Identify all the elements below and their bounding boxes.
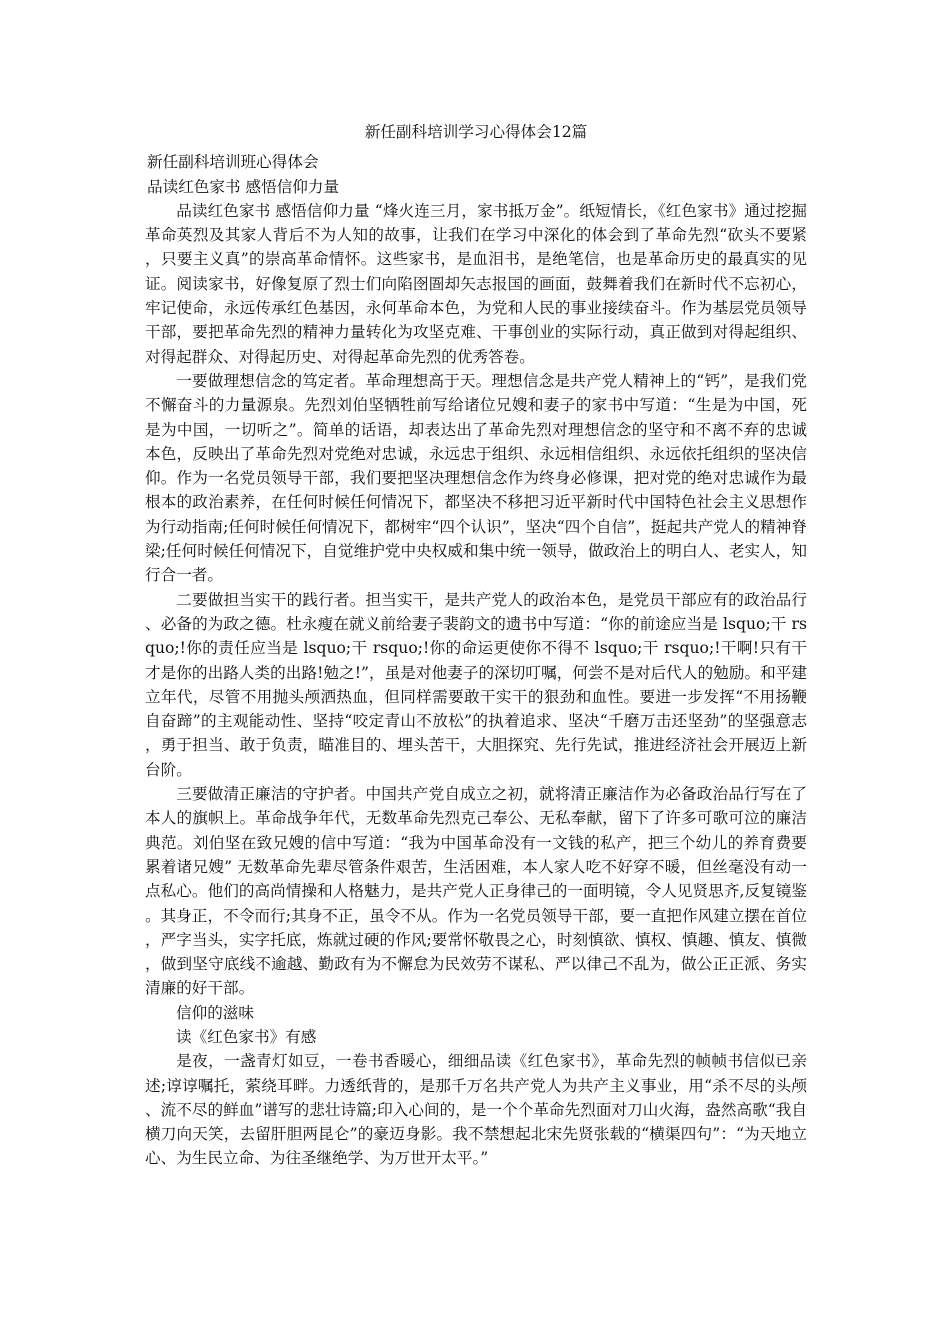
section-subtitle: 读《红色家书》有感 bbox=[176, 1027, 317, 1046]
body-paragraph: 一要做理想信念的笃定者。革命理想高于天。理想信念是共产党人精神上的“钙”，是我们党不懈奋斗的力量源泉。先烈刘伯坚牺牲前写给诸位兄嫂和妻子的家书中写道：“生是为中国，死是为中国，一切听之”。简单的话语，却表达出了革命先烈对理想信念的坚守和不离不弃的忠诚本色，反映出了革命先烈对党绝对忠诚，永远忠于组织、永远相信组织、永远依托组织的坚决信仰。作为一名党员领导干部，我们要把坚决理想信念作为终身必修课，把对党的绝对忠诚作为最根本的政治素养，在任何时候任何情况下，都坚决不移把习近平新时代中国特色社会主义思想作为行动指南;任何时候任何情况下，都树牢“四个认识”，坚决“四个自信”，挺起共产党人的精神脊梁;任何时候任何情况下，自觉维护党中央权威和集中统一领导，做政治上的明白人、老实人，知行合一者。 bbox=[145, 371, 807, 585]
section-title: 品读红色家书 感悟信仰力量 bbox=[147, 177, 340, 196]
body-paragraph: 是夜，一盏青灯如豆，一卷书香暖心，细细品读《红色家书》，革命先烈的帧帧书信似已亲述;谆谆嘱托，萦绕耳畔。力透纸背的，是那千万名共产党人为共产主义事业，用“杀不尽的头颅、流不尽的鲜血”谱写的悲壮诗篇;印入心间的，是一个个革命先烈面对刀山火海，盎然高歌“我自横刀向天笑，去留肝胆两昆仑”的豪迈身影。我不禁想起北宋先贤张载的“横渠四句”：“为天地立心、为生民立命、为往圣继绝学、为万世开太平。” bbox=[145, 1052, 807, 1168]
body-paragraph: 二要做担当实干的践行者。担当实干，是共产党人的政治本色，是党员干部应有的政治品行、必备的为政之德。杜永瘦在就义前给妻子裴韵文的遗书中写道：“你的前途应当是 lsquo;干 rsquo;!你的责任应当是 lsquo;干 rsquo;!你的命运更使你不得不 lsquo;干 rsquo;!干啊!只有干才是你的出路人类的出路!勉之!”，虽是对他妻子的深切叮嘱，何尝不是对后代人的勉励。和平建立年代，尽管不用抛头颅洒热血，但同样需要敢干实干的狠劲和血性。要进一步发挥“不用扬鞭自奋蹄”的主观能动性、坚持“咬定青山不放松”的执着追求、坚决“千磨万击还坚劲”的坚强意志，勇于担当、敢于负责，瞄准目的、埋头苦干，大胆探究、先行先试，推进经济社会开展迈上新台阶。 bbox=[145, 590, 807, 779]
section-title: 信仰的滋味 bbox=[176, 1003, 254, 1022]
document-title: 新任副科培训学习心得体会12篇 bbox=[364, 123, 588, 141]
document-page bbox=[145, 120, 807, 1171]
body-paragraph: 品读红色家书 感悟信仰力量 “烽火连三月，家书抵万金”。纸短情长，《红色家书》通过挖掘革命英烈及其家人背后不为人知的故事，让我们在学习中深化的体会到了革命先烈“砍头不要紧，只要主义真”的崇高革命情怀。这些家书，是血泪书，是绝笔信，也是革命历史的最真实的见证。阅读家书，好像复原了烈士们向陷囹圄却矢志报国的画面，鼓舞着我们在新时代不忘初心，牢记使命，永远传承红色基因，永何革命本色，为党和人民的事业接续奋斗。作为基层党员领导干部，要把革命先烈的精神力量转化为攻坚克难、干事创业的实际行动，真正做到对得起组织、对得起群众、对得起历史、对得起革命先烈的优秀答卷。 bbox=[145, 201, 807, 366]
document-heading: 新任副科培训班心得体会 bbox=[147, 153, 319, 172]
body-paragraph: 三要做清正廉洁的守护者。中国共产党自成立之初，就将清正廉洁作为必备政治品行写在了本人的旗帜上。革命战争年代，无数革命先烈克己奉公、无私奉献，留下了许多可歌可泣的廉洁典范。刘伯坚在致兄嫂的信中写道：“我为中国革命没有一文钱的私产，把三个幼儿的养育费要累着诸兄嫂” 无数革命先辈尽管条件艰苦，生活困难，本人家人吃不好穿不暖，但丝毫没有动一点私心。他们的高尚情操和人格魅力，是共产党人正身律己的一面明镜，令人见贤思齐,反复镜鉴。其身正，不令而行;其身不正，虽令不从。作为一名党员领导干部，要一直把作风建立摆在首位，严字当头，实字托底，炼就过硬的作风;要常怀敬畏之心，时刻慎欲、慎权、慎趣、慎友、慎微，做到坚守底线不逾越、勤政有为不懈怠为民效劳不谋私、严以律己不乱为，做公正正派、务实清廉的好干部。 bbox=[145, 785, 807, 998]
